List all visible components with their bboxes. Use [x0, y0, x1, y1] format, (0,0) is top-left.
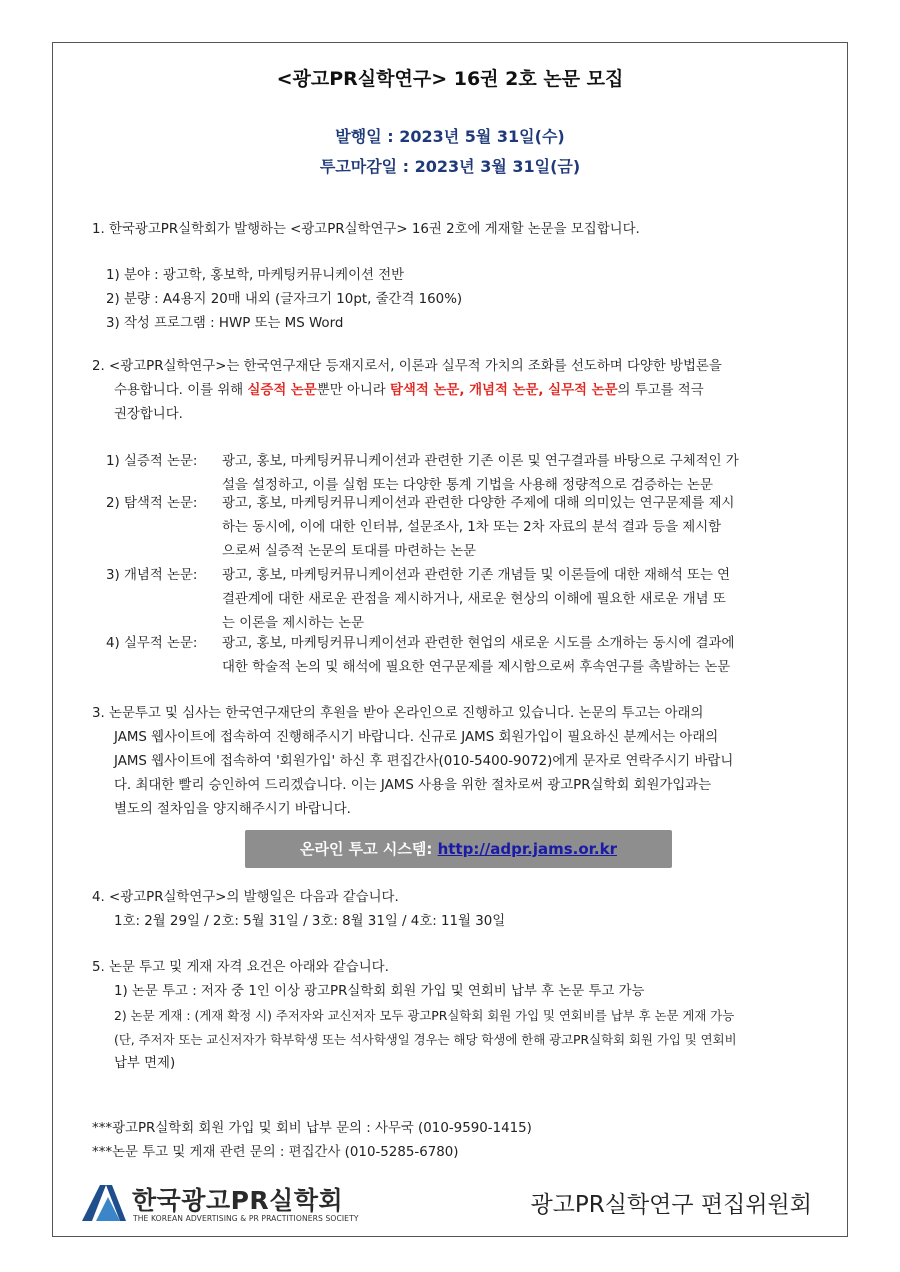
- section-1-text: 1. 한국광고PR실학회가 발행하는 <광고PR실학연구> 16권 2호에 게재할 논문을 모집합니다.: [92, 222, 640, 237]
- definition-label: 1) 실증적 논문:: [106, 454, 198, 469]
- society-logo-icon: [82, 1183, 126, 1223]
- society-logo-name: 한국광고PR실학회: [132, 1186, 344, 1215]
- section-1: [92, 218, 812, 242]
- online-submission-banner: [245, 830, 672, 868]
- section-2-line: 2. <광고PR실학연구>는 한국연구재단 등재지로서, 이론과 실무적 가치의 조화를 선도하며 다양한 방법론을: [92, 359, 722, 374]
- section-4: 4. <광고PR실학연구>의 발행일은 다음과 같습니다. 1호: 2월 29일 / 2호: 5월 31일 / 3호: 8월 31일 / 4호: 11월 30일: [92, 886, 812, 934]
- section-3: 3. 논문투고 및 심사는 한국연구재단의 후원을 받아 온라인으로 진행하고 있습니다. 논문의 투고는 아래의 JAMS 웹사이트에 접속하여 진행해주시기 바랍니다. 신규로 JAMS 회원가입이 필요하신 분께서는 아래의 JAMS 웹사이트에 접속하여 '회원가입' 하신 후 편집간사(010-5400-9072)에게 문자로 연락주시기 바랍니 다. 최대한 빨리 승인하여 드리겠습니다. 이는 JAMS 사용을 위한 절차로써 광고PR실학회 회원가입과는 별도의 절차임을 양지해주시기 바랍니다.: [92, 706, 734, 817]
- list-item: 2) 분량 : A4용지 20매 내외 (글자크기 10pt, 줄간격 160%): [106, 292, 463, 307]
- definition-label: 3) 개념적 논문:: [106, 568, 198, 583]
- submission-system-link[interactable]: http://adpr.jams.or.kr: [437, 840, 617, 858]
- page-title: <광고PR실학연구> 16권 2호 논문 모집: [276, 68, 624, 90]
- section-5: 5. 논문 투고 및 게재 자격 요건은 아래와 같습니다. 1) 논문 투고 : 저자 중 1인 이상 광고PR실학회 회원 가입 및 연회비 납부 후 논문 투고 가능 2) 논문 게재 : (게재 확정 시) 주저자와 교신저자 모두 광고PR실학회 회원 가입 및 연회비를 납부 후 논문 게재 가능 (단, 주저자 또는 교신저자가 학부학생 또는 석사학생일 경우는 해당 학생에 한해 광고PR실학회 회원 가입 및 연회비 납부 면제): [92, 956, 812, 1076]
- requirement-submission: 1) 논문 투고 : 저자 중 1인 이상 광고PR실학회 회원 가입 및 연회비 납부 후 논문 투고 가능: [114, 984, 645, 999]
- publish-date: 발행일 : 2023년 5월 31일(수): [335, 127, 565, 146]
- editorial-committee: 광고PR실학연구 편집위원회: [530, 1192, 812, 1218]
- definition-label: 2) 탐색적 논문:: [106, 496, 198, 511]
- submission-contact: ***논문 투고 및 게재 관련 문의 : 편집간사 (010-5285-6780): [92, 1145, 459, 1160]
- list-item: 3) 작성 프로그램 : HWP 또는 MS Word: [106, 316, 344, 331]
- society-logo-english: THE KOREAN ADVERTISING & PR PRACTITIONERS SOCIETY: [133, 1214, 359, 1223]
- definition-label: 4) 실무적 논문:: [106, 636, 198, 651]
- highlight-empirical: 실증적 논문: [247, 383, 317, 398]
- society-logo: [82, 1181, 382, 1227]
- list-item: 1) 분야 : 광고학, 홍보학, 마케팅커뮤니케이션 전반: [106, 268, 405, 283]
- membership-contact: ***광고PR실학회 회원 가입 및 회비 납부 문의 : 사무국 (010-9590-1415): [92, 1121, 532, 1136]
- highlight-paper-types: 탐색적 논문, 개념적 논문, 실무적 논문: [390, 383, 618, 398]
- definition-conceptual: 3) 개념적 논문: 광고, 홍보, 마케팅커뮤니케이션과 관련한 기존 개념들 및 이론들에 대한 재해석 또는 연 결관계에 대한 새로운 관점을 제시하거나, 새로운 현상의 이해에 필요한 새로운 개념 또 는 이론을 제시하는 논문: [106, 564, 812, 636]
- section-1-items: [106, 264, 462, 336]
- definition-exploratory: 2) 탐색적 논문: 광고, 홍보, 마케팅커뮤니케이션과 관련한 다양한 주제에 대해 의미있는 연구문제를 제시 하는 동시에, 이에 대한 인터뷰, 설문조사, 1차 또는 2차 자료의 분석 결과 등을 제시함 으로써 실증적 논문의 토대를 마련하는 논문: [106, 492, 812, 564]
- requirement-publication: 2) 논문 게재 : (게재 확정 시) 주저자와 교신저자 모두 광고PR실학회 회원 가입 및 연회비를 납부 후 논문 게재 가능: [114, 1008, 735, 1023]
- section-2: [92, 355, 812, 427]
- section-2-line: 권장합니다.: [114, 407, 183, 422]
- definition-practical: 4) 실무적 논문: 광고, 홍보, 마케팅커뮤니케이션과 관련한 현업의 새로운 시도를 소개하는 동시에 결과에 대한 학술적 논의 및 해석에 필요한 연구문제를 제시함으로써 후속연구를 촉발하는 논문: [106, 632, 812, 680]
- definition-empirical: 1) 실증적 논문: 광고, 홍보, 마케팅커뮤니케이션과 관련한 기존 이론 및 연구결과를 바탕으로 구체적인 가 설을 설정하고, 이를 실험 또는 다양한 통계 기법을 사용해 정량적으로 검증하는 논문: [106, 450, 812, 498]
- issue-schedule: 1호: 2월 29일 / 2호: 5월 31일 / 3호: 8월 31일 / 4호: 11월 30일: [114, 914, 506, 929]
- section-2-line: 수용합니다. 이를 위해 실증적 논문뿐만 아니라 탐색적 논문, 개념적 논문, 실무적 논문의 투고를 적극: [114, 383, 704, 398]
- submission-deadline: 투고마감일 : 2023년 3월 31일(금): [319, 157, 581, 176]
- submission-system-label: 온라인 투고 시스템:: [299, 840, 438, 858]
